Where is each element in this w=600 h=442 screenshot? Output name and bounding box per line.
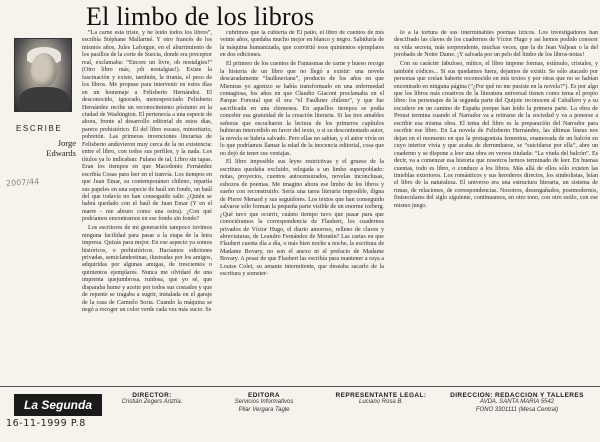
paragraph: cubrimos que la cubierta de El patio, el libro de cuentos de mis veinte años, quedaba mucho mejor en blanco y negro. Sabiduría de la máquina humanizada, que convirtió esos quinientos ejemplares en dos ediciones. (220, 30, 384, 59)
footer-address-value: AVDA. SANTA MARIA 5542 FONO 3301111 (Mesa Central) (475, 399, 559, 413)
handwritten-date: 16-11-1999 P.8 (6, 418, 86, 429)
article-column-1 (82, 30, 212, 382)
footer-director-value: Cristián Zegers Ariztía. (121, 399, 183, 405)
paragraph: Con su carácter fabuloso, mítico, el libro impone formas, estímulo, cristales, y también códices... Si sus quedamos fuera, dejamos de existir. Se sólo atacado por personas que creían haberte reconocido en mis textos y por otras que no se habían encontrado en ninguna página (“¿Por qué no me pusiste en la novela?”). Es por algo que los libros más creativos de la literatura universal tienen como tema el propio libro: los personajes de la segunda parte del Quijote reconocen al Caballero y a su escudero en un camino de España porque han leído la primera parte. La obra de Proust termina cuando el Narrador va a retirarse de la sociedad y va a ponerse a escribir esa misma obra. El tema del libro es la preparación del Narrador para escribir ese libro. En La novela de Felisberto Hernández, las últimas líneas nos dejan en el momento en que la protagonista femenina, enamorada de un balcón en cuyo interior vivía y que acaba de derrumbarse, se “suicidarse por ella”, abre un cuaderno y se dispone a leer una obra en versos titulada: “La viuda del balcón”. Es decir, va a comenzar esa historia que nosotros hemos terminado de leer. En buenas cuentas, todo es libro, o conduce a los libros. Más allá de ellos sólo existen las tinieblas exteriores. Los románticos y sus herederos directos, los simbolistas, leían el libro de la naturaleza. El universo era una estructura literaria, un sistema de rimas, de relaciones, de correspondencias. Nosotros, desengañados, postmodernos, finiseculares del siglo siguiente, continuamos, en otro tono, con otro estilo, con ese mismo juego. (394, 61, 598, 209)
footer-director-title: DIRECTOR: (132, 392, 172, 399)
footer-legal-rep-title: REPRESENTANTE LEGAL: (335, 392, 427, 399)
footer-director (106, 392, 198, 407)
article-headline: El limbo de los libros (86, 2, 315, 31)
author-photo (14, 38, 72, 112)
article-column-2 (220, 30, 384, 382)
footer-legal-rep-value: Luciano Rosa B. (358, 399, 404, 405)
footer-legal-rep (326, 392, 436, 407)
footer-editora (206, 392, 322, 414)
footer-address (440, 392, 594, 414)
article-column-3 (394, 30, 598, 382)
footer-editora-title: EDITORA (248, 392, 280, 399)
handwritten-note: 2007/44 (5, 177, 40, 188)
section-label: ESCRIBE (16, 124, 63, 133)
paragraph: El primero de los cuentos de Fantasmas de carne y hueso recoge la historia de un libro que no llegó a existir: una novela descaradamente “faulkneriana”, producto de los años en que Mientras yo agonizo se había transformado en una enfermedad contagiosa, los años en que Claudio Giaconi proclamaba en el Parque Forestal que él era “el Faulkner chileno”, y que fue sacrificada en una chimenea. En aquellos tiempos se podía concebir esa gratuidad de la creación literaria. Si las tres amables señoras que escucharon la lectura de los primeros capítulos hubieran intercedido en favor del texto, o si su descontentado autor, la novela se habría salvado. Pero ellas no sabían, y el autor vivía en lo que podríamos llamar la edad de la inocencia editorial, cosa que no dejó de tener sus ventajas. (220, 61, 384, 157)
footer-divider (0, 386, 600, 387)
paragraph: “La carne está triste, y he leído todos los libros”, escribía Stéphane Mallarmé. Y otro francés de los mismos años, Jules Laforgue, en el aburrimiento de los pasillos de la corte de Suecia, donde era preceptor real, exclamaba: “Encore un livre, oh nostalgies!” (Otro libro más, ¡oh nostalgias!). Existe la fascinación y existe, también, la tiranía, el peso de los libros. Me propuse para intervenir en estos días en un homenaje a Felisberto Hernández. El desconocido, ignorado, menospreciado Felisberto Hernández recibe un reconocimiento póstumo en la ciudad de Washington. El pertenecía a una especie de ahora, frente al desarrollo editorial de estos días, parece prehistórico. Él del libro escaso, minoritario, pobretón. Las primeras invenciones literarias de Felisberto anduvieron muy cerca de la no existencia: entre el libro, con todos sus perfiles, y la nada. Los títulos ya lo indicaban: Fulano de tal, Libro sin tapas. Eran los tiempos en que Macedonio Fernández escribía Cosas para leer en el tranvía. Los tiempos en que Juan Emar, su contemporáneo chileno, repartía sus papeles en una especie de baúl sin fondo, un baúl del que todavía no han conseguido salir. ¿Quién se habrá quedado con el baúl de Juan Emar (Y en el marre - me abruro como una ostra). ¿Con qué podríamos encontrarnos en ese fondo sin fondo? (82, 30, 212, 223)
footer-address-title: DIRECCION: REDACCION Y TALLERES (450, 392, 584, 399)
paragraph: El libro imposible sus leyes restrictivas y el grueso de la escritura quedaba excluido, relegada a un limbo superpoblado: notas, proyectos, cuentos autocensurados, novelas inconclusas, esbozos de poemas. Me imagino ahora ese limbo de los libros y sueño con reconstruirlo. Sería una tarea literaria imposible, digna de Pierre Menard y sus seguidores. Los textos que han conseguido salvarse sólo forman la pequeña parte visible de un enorme iceberg. ¿Qué tuvo que ocurrir, cuánto tiempo tuvo que pasar para que conociéramos la correspondencia de Flaubert, los cuadernos privados de Víctor Hugo, el diario amoroso, relleno de claves y abreviaturas, de Leandro Fernández de Moratín? Las cartas en que Flaubert cuenta día a día, o más bien noche a noche, la escritura de Madame Bovary, no son el anexo ni el prefacio de Madame Bovary. A pesar de que Flaubert las escribía para mantener a raya a Louise Colet, su amante intermitente, que deseaba sacarlo de la escritura y someter- (220, 159, 384, 278)
paragraph: Los escritores de mi generación tampoco tuvimos ninguna facilidad para pasar a la etapa de la letra impresa. Quizás para mejor. En ese aspecto ya somos históricos, o prehistóricos. Hacíamos ediciones privadas, semiclandestinas, ilustradas por los amigos, adquiridas por algunas amigas, de trescientos o quinientos ejemplares. Nunca me olvidaré de una imprenta quejumbrosa, ruidosa, que yo sé, que disparaba humo y aceite por todos sus costados y que de repente se tragaba a sugrir, instalada en el garaje de la casa de Carmelo Soria. Cuando la máquina se negó a rocoger un color verde cada vez más sucio. Se (82, 225, 212, 314)
paragraph: lo a la tortura de sus interminables poemas líricos. Los investigadores han descifrado las claves de los cuadernos de Víctor Hugo y así hemos podido conocer su vida secreta, más sorprendente, muchas veces, que la de Jean Valjean o la del jorobado de Notre Dame. ¡Y salvada por un pelo del limbo de los libros-notas! (394, 30, 598, 59)
newspaper-logo: La Segunda (14, 394, 102, 416)
footer-editora-value: Servicios Informativos Pilar Vergara Tagle (234, 399, 294, 413)
masthead-footer (0, 388, 600, 442)
author-name: Jorge Edwards (46, 138, 76, 158)
